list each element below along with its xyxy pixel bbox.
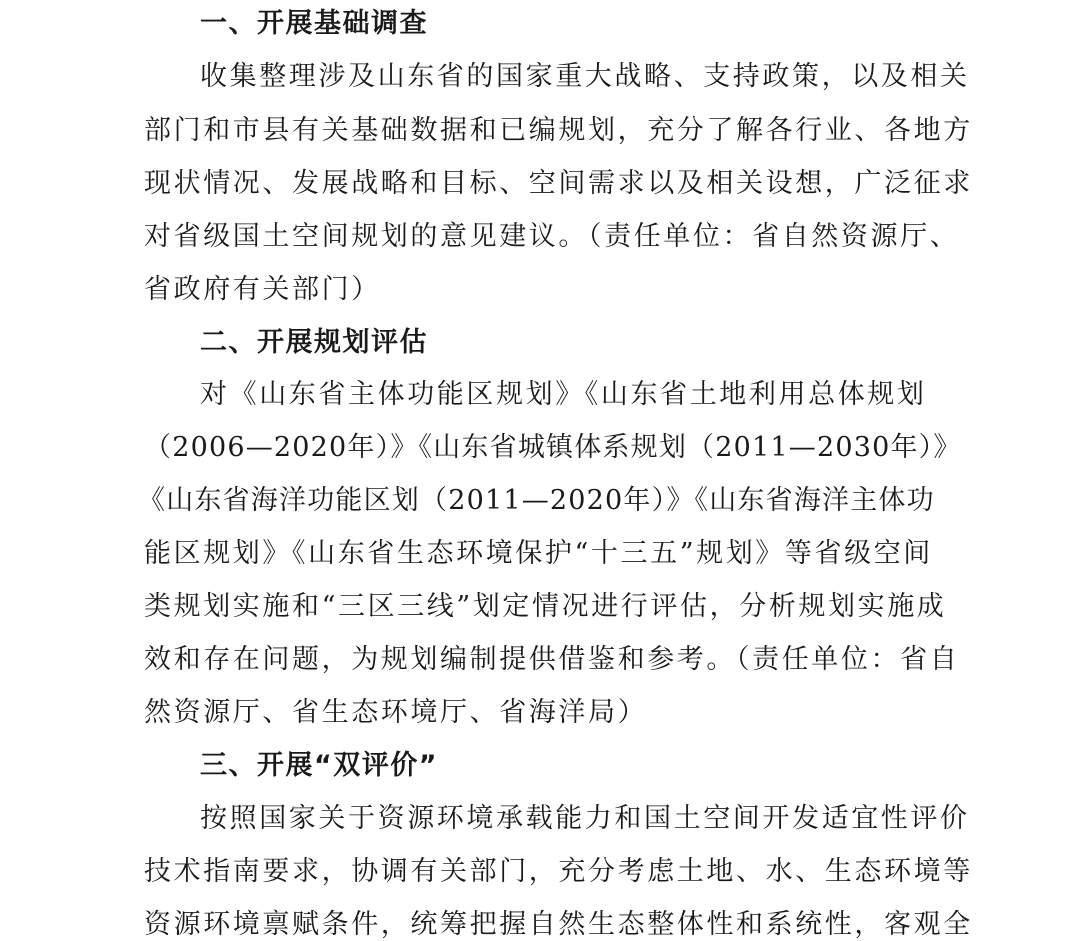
section-1-line-4: 对省级国土空间规划的意见建议。（责任单位：省自然资源厅、 bbox=[144, 221, 960, 252]
section-2-line-2: （2006—2020年）》《山东省城镇体系规划（2011—2030年）》 bbox=[144, 432, 962, 463]
section-2-line-7: 然资源厅、省生态环境厅、省海洋局） bbox=[144, 697, 648, 728]
section-3-line-2: 技术指南要求，协调有关部门，充分考虑土地、水、生态环境等 bbox=[144, 856, 973, 887]
section-2-line-4: 能区规划》《山东省生态环境保护“十三五”规划》等省级空间 bbox=[144, 538, 933, 569]
section-2-heading: 二、开展规划评估 bbox=[200, 327, 428, 358]
section-1-heading: 一、开展基础调查 bbox=[200, 8, 428, 39]
section-1-line-3: 现状情况、发展战略和目标、空间需求以及相关设想，广泛征求 bbox=[144, 168, 973, 199]
section-2-line-5: 类规划实施和“三区三线”划定情况进行评估，分析规划实施成 bbox=[144, 591, 947, 622]
section-1-line-5: 省政府有关部门） bbox=[144, 274, 381, 305]
section-2-line-3: 《山东省海洋功能区划（2011—2020年）》《山东省海洋主体功 bbox=[138, 485, 935, 516]
section-1-line-1: 收集整理涉及山东省的国家重大战略、支持政策，以及相关 bbox=[200, 61, 970, 92]
section-1-line-2: 部门和市县有关基础数据和已编规划，充分了解各行业、各地方 bbox=[144, 115, 973, 146]
section-3-line-3: 资源环境禀赋条件，统筹把握自然生态整体性和系统性，客观全 bbox=[144, 909, 973, 940]
section-3-heading: 三、开展“双评价” bbox=[200, 750, 438, 781]
section-2-line-6: 效和存在问题，为规划编制提供借鉴和参考。（责任单位：省自 bbox=[144, 644, 960, 675]
section-3-line-1: 按照国家关于资源环境承载能力和国土空间开发适宜性评价 bbox=[200, 803, 970, 834]
section-2-line-1: 对《山东省主体功能区规划》《山东省土地利用总体规划 bbox=[200, 379, 927, 410]
